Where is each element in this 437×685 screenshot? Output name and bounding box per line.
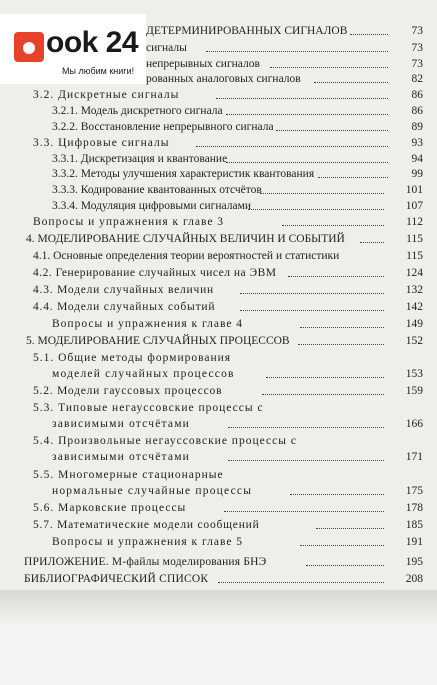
toc-row xyxy=(0,501,437,515)
toc-row xyxy=(0,215,437,229)
toc-title: 3.3.4. Модуляция цифровыми сигналами xyxy=(52,200,252,212)
toc-page: 152 xyxy=(405,335,423,347)
toc-page: 115 xyxy=(406,250,423,262)
toc-leader xyxy=(218,582,384,583)
toc-title: Вопросы и упражнения к главе 4 xyxy=(52,318,244,330)
toc-page: 107 xyxy=(405,200,423,212)
toc-row xyxy=(0,317,437,331)
toc-row xyxy=(0,484,437,498)
toc-page: 142 xyxy=(405,301,423,313)
toc-title: 3.2.2. Восстановление непрерывного сигнала xyxy=(52,121,274,133)
toc-page: 149 xyxy=(405,318,423,330)
toc-title: 3.3.3. Кодирование квантованных отсчётов xyxy=(52,184,262,196)
toc-page: 82 xyxy=(411,73,423,85)
toc-row xyxy=(0,88,437,102)
toc-title: 3.3. Цифровые сигналы xyxy=(33,137,170,149)
toc-leader xyxy=(300,327,384,328)
toc-leader xyxy=(228,460,384,461)
toc-page: 94 xyxy=(411,153,423,165)
toc-title: 5. МОДЕЛИРОВАНИЕ СЛУЧАЙНЫХ ПРОЦЕССОВ xyxy=(26,335,290,347)
toc-page: 153 xyxy=(405,368,423,380)
toc-title: рованных аналоговых сигналов xyxy=(146,73,301,85)
toc-row xyxy=(0,183,437,197)
toc-row xyxy=(0,535,437,549)
toc-leader xyxy=(248,209,384,210)
toc-title: сигналы xyxy=(146,42,187,54)
toc-row xyxy=(0,136,437,150)
toc-leader xyxy=(282,225,384,226)
toc-page: 175 xyxy=(405,485,423,497)
toc-leader xyxy=(196,146,388,147)
toc-leader xyxy=(298,344,384,345)
toc-row xyxy=(0,300,437,314)
toc-leader xyxy=(262,394,384,395)
toc-title: 5.2. Модели гауссовых процессов xyxy=(33,385,223,397)
toc-title: 4.3. Модели случайных величин xyxy=(33,284,214,296)
toc-title: 4. МОДЕЛИРОВАНИЕ СЛУЧАЙНЫХ ВЕЛИЧИН И СОБЫТИЙ xyxy=(26,233,345,245)
toc-page: 115 xyxy=(406,233,423,245)
toc-title: 5.7. Математические модели сообщений xyxy=(33,519,260,531)
toc-title: 3.3.1. Дискретизация и квантование xyxy=(52,153,228,165)
toc-title: 3.2. Дискретные сигналы xyxy=(33,89,180,101)
toc-title: БИБЛИОГРАФИЧЕСКИЙ СПИСОК xyxy=(24,573,209,585)
toc-page: 195 xyxy=(405,556,423,568)
toc-page: 93 xyxy=(411,137,423,149)
toc-page: 101 xyxy=(405,184,423,196)
toc-page: 191 xyxy=(405,536,423,548)
toc-leader xyxy=(318,177,388,178)
toc-title: 5.6. Марковские процессы xyxy=(33,502,187,514)
toc-row xyxy=(0,266,437,280)
toc-page: 89 xyxy=(411,121,423,133)
toc-row xyxy=(0,232,437,246)
toc-row xyxy=(0,367,437,381)
toc-leader xyxy=(240,310,384,311)
toc-page: 73 xyxy=(411,42,423,54)
toc-leader xyxy=(314,82,388,83)
toc-page: 86 xyxy=(411,89,423,101)
toc-title: моделей случайных процессов xyxy=(52,368,235,380)
toc-title: зависимыми отсчётами xyxy=(52,418,191,430)
toc-leader xyxy=(350,34,388,35)
toc-row xyxy=(0,167,437,181)
toc-row xyxy=(0,283,437,297)
toc-page: 166 xyxy=(405,418,423,430)
toc-title: 4.1. Основные определения теории вероятностей и статистики xyxy=(33,250,340,262)
toc-title: 4.4. Модели случайных событий xyxy=(33,301,216,313)
toc-row xyxy=(0,249,437,263)
toc-title: 3.3.2. Методы улучшения характеристик квантования xyxy=(52,168,315,180)
toc-page: 178 xyxy=(405,502,423,514)
toc-leader xyxy=(270,67,388,68)
toc-title: 5.4. Произвольные негауссовские процессы с xyxy=(33,435,297,447)
toc-title: 3.2.1. Модель дискретного сигнала xyxy=(52,105,223,117)
toc-leader xyxy=(228,427,384,428)
toc-row xyxy=(0,334,437,348)
toc-leader xyxy=(224,511,384,512)
toc-row xyxy=(0,417,437,431)
toc-title: ДЕТЕРМИНИРОВАННЫХ СИГНАЛОВ xyxy=(146,25,348,37)
toc-leader xyxy=(360,242,384,243)
toc-page: 73 xyxy=(411,25,423,37)
toc-row xyxy=(0,199,437,213)
toc-row xyxy=(0,120,437,134)
toc-page: 112 xyxy=(406,216,423,228)
book24-b-icon xyxy=(14,32,44,62)
toc-leader xyxy=(226,114,388,115)
toc-page: 159 xyxy=(405,385,423,397)
toc-title: 5.3. Типовые негауссовские процессы с xyxy=(33,402,264,414)
toc-page: 124 xyxy=(405,267,423,279)
toc-title: Вопросы и упражнения к главе 5 xyxy=(52,536,244,548)
toc-row xyxy=(0,152,437,166)
toc-page: 132 xyxy=(405,284,423,296)
toc-title: зависимыми отсчётами xyxy=(52,451,191,463)
toc-leader xyxy=(266,377,384,378)
toc-title: Вопросы и упражнения к главе 3 xyxy=(33,216,225,228)
toc-title: непрерывных сигналов xyxy=(146,58,260,70)
toc-leader xyxy=(226,162,388,163)
book24-logo[interactable] xyxy=(0,14,146,84)
toc-title: 5.5. Многомерные стационарные xyxy=(33,469,224,481)
page-bottom-shadow xyxy=(0,590,437,630)
toc-row xyxy=(0,555,437,569)
toc-leader xyxy=(316,528,384,529)
logo-tagline: Мы любим книги! xyxy=(62,66,135,76)
toc-row xyxy=(0,518,437,532)
toc-row xyxy=(0,434,437,448)
toc-leader xyxy=(306,565,384,566)
toc-row xyxy=(0,384,437,398)
toc-title: ПРИЛОЖЕНИЕ. М-файлы моделирования БНЭ xyxy=(24,556,267,568)
logo-wordmark: ook 24 xyxy=(46,26,139,59)
toc-row xyxy=(0,572,437,586)
toc-leader xyxy=(260,193,384,194)
toc-page: 73 xyxy=(411,58,423,70)
toc-row xyxy=(0,450,437,464)
toc-title: 5.1. Общие методы формирования xyxy=(33,352,232,364)
toc-row xyxy=(0,401,437,415)
toc-leader xyxy=(276,130,388,131)
toc-page: 185 xyxy=(405,519,423,531)
toc-page: 171 xyxy=(405,451,423,463)
toc-leader xyxy=(240,293,384,294)
toc-row xyxy=(0,468,437,482)
toc-page: 208 xyxy=(405,573,423,585)
toc-leader xyxy=(288,276,384,277)
toc-leader xyxy=(300,545,384,546)
toc-row xyxy=(0,104,437,118)
toc-title: нормальные случайные процессы xyxy=(52,485,253,497)
toc-page: 99 xyxy=(411,168,423,180)
toc-title: 4.2. Генерирование случайных чисел на ЭВМ xyxy=(33,267,277,279)
toc-page: 86 xyxy=(411,105,423,117)
toc-leader xyxy=(216,98,388,99)
toc-leader xyxy=(206,51,388,52)
toc-row xyxy=(0,351,437,365)
toc-leader xyxy=(290,494,384,495)
